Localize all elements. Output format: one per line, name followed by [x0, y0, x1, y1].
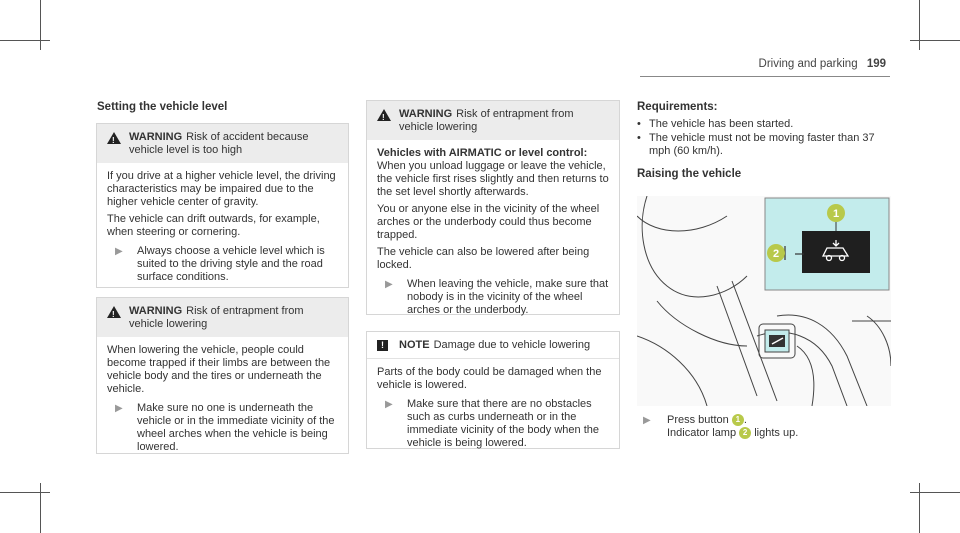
console-drawing	[637, 196, 891, 406]
paragraph: The vehicle can also be lowered after being locked.	[377, 246, 590, 271]
bullet-icon: •	[637, 132, 641, 144]
crop-mark	[0, 492, 50, 493]
warning-header	[367, 101, 619, 140]
step-text: When leaving the vehicle, make sure that nobody is in the vicinity of the wheel arches or the underbody.	[407, 278, 609, 316]
step-text: Make sure no one is underneath the vehicle or in the immediate vicinity of the wheel arches when the vehicle is being lowered.	[137, 402, 335, 453]
note-icon: !	[377, 340, 388, 351]
list-item: • The vehicle has been started.	[637, 118, 794, 130]
callout-1: 1	[832, 208, 840, 220]
arrow-icon: ▶	[385, 399, 393, 410]
warning-header	[97, 298, 348, 337]
arrow-icon: ▶	[115, 246, 123, 257]
callout-badge: 1	[732, 414, 744, 426]
dashboard-illustration	[637, 196, 891, 406]
warning-label: WARNING	[129, 305, 183, 317]
paragraph: When you unload luggage or leave the vehicle, the vehicle first rises slightly and then returns to the set level shortly afterwards.	[377, 160, 609, 198]
warning-box-entrapment	[96, 297, 349, 454]
crop-mark	[40, 483, 41, 533]
arrow-icon: ▶	[385, 279, 393, 290]
note-header	[367, 332, 619, 358]
warning-box-accident	[96, 123, 349, 288]
warning-title: Risk of accident because vehicle level is too high	[129, 131, 309, 156]
header-title: Driving and parking	[758, 58, 858, 70]
instruction-step	[377, 278, 609, 317]
bullet-icon: •	[637, 118, 641, 130]
paragraph: If you drive at a higher vehicle level, the driving characteristics may be impaired due to the higher vehicle center of gravity.	[107, 170, 336, 208]
crop-mark	[919, 483, 920, 533]
button-zoom	[802, 231, 870, 273]
note-label: NOTE	[399, 339, 430, 351]
paragraph: Parts of the body could be damaged when the vehicle is lowered.	[377, 366, 602, 391]
step-text: Always choose a vehicle level which is suited to the driving style and the road surface conditions.	[137, 245, 325, 283]
note-title: Damage due to vehicle lowering	[433, 339, 591, 351]
step-text: Make sure that there are no obstacles such as curbs underneath or in the immediate vicinity of the body when the vehicle is being lowered.	[407, 398, 599, 449]
crop-mark	[40, 0, 41, 50]
crop-mark	[0, 40, 50, 41]
list-item: • The vehicle must not be moving faster than 37 mph (60 km/h).	[637, 132, 875, 157]
warning-icon	[107, 306, 121, 318]
warning-icon	[377, 109, 391, 121]
instruction-step	[107, 245, 338, 284]
paragraph: The vehicle can drift outwards, for example, when steering or cornering.	[107, 213, 320, 238]
requirements-section	[637, 101, 892, 185]
warning-label: WARNING	[399, 108, 453, 120]
page-header	[759, 58, 886, 70]
note-box	[366, 331, 620, 449]
crop-mark	[910, 40, 960, 41]
arrow-icon: ▶	[643, 415, 651, 426]
section-title: Setting the vehicle level	[97, 101, 228, 113]
requirements-heading: Requirements:	[637, 101, 718, 113]
crop-mark	[910, 492, 960, 493]
page-number: 199	[866, 58, 886, 70]
instruction-step: ▶ Press button 1 . Indicator lamp 2 lights up.	[637, 414, 798, 440]
paragraph: You or anyone else in the vicinity of the wheel arches or the underbody could thus become trapped.	[377, 203, 600, 241]
callout-badge: 2	[739, 427, 751, 439]
instruction-step	[377, 398, 609, 450]
raising-heading: Raising the vehicle	[637, 168, 742, 180]
warning-header	[97, 124, 348, 163]
warning-icon	[107, 132, 121, 144]
callout-2: 2	[772, 248, 780, 260]
warning-label: WARNING	[129, 131, 183, 143]
crop-mark	[919, 0, 920, 50]
arrow-icon: ▶	[115, 403, 123, 414]
warning-box-airmatic	[366, 100, 620, 315]
header-rule	[640, 76, 890, 77]
instruction-step	[107, 402, 338, 454]
paragraph: When lowering the vehicle, people could become trapped if their limbs are between the vehicle body and the tires or underneath the vehicle.	[107, 344, 331, 395]
subheading: Vehicles with AIRMATIC or level control:	[377, 147, 588, 159]
warning-title: Risk of entrapment from vehicle lowering	[399, 108, 574, 133]
warning-title: Risk of entrapment from vehicle lowering	[129, 305, 304, 330]
